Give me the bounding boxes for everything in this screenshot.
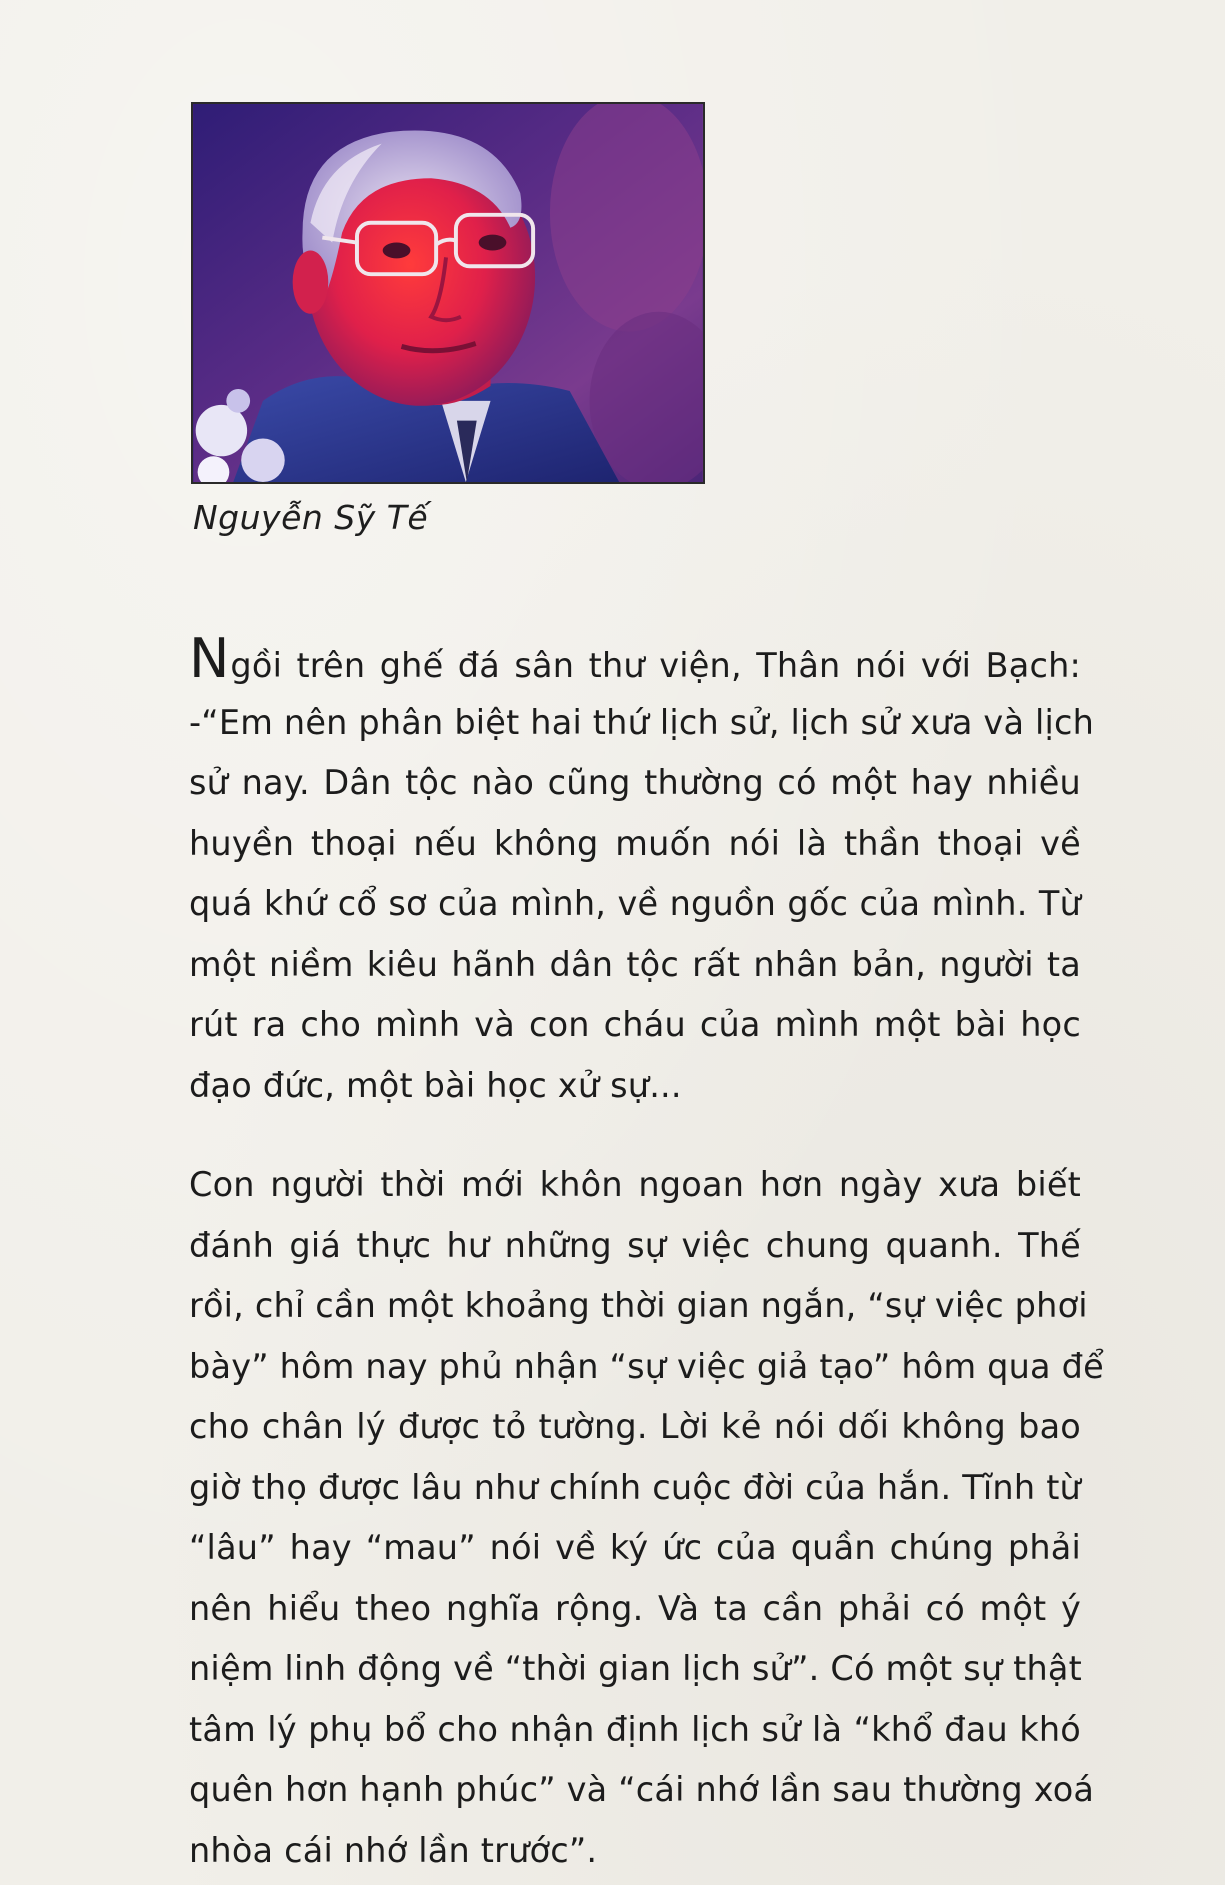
author-portrait-photo bbox=[191, 102, 705, 484]
text-line: rút ra cho mình và con cháu của mình một bài học bbox=[189, 1005, 1081, 1044]
text-line: huyền thoại nếu không muốn nói là thần thoại về bbox=[189, 823, 1081, 863]
text-line: một niềm kiêu hãnh dân tộc rất nhân bản, người ta bbox=[189, 944, 1081, 984]
text-line: rồi, chỉ cần một khoảng thời gian ngắn, “sự việc phơi bbox=[189, 1286, 1088, 1325]
text-line: Con người thời mới khôn ngoan hơn ngày xưa biết bbox=[189, 1165, 1081, 1204]
text-line: nên hiểu theo nghĩa rộng. Và ta cần phải có một ý bbox=[189, 1588, 1081, 1628]
text-line: -“Em nên phân biệt hai thứ lịch sử, lịch sử xưa và lịch bbox=[189, 702, 1095, 742]
text-line: sử nay. Dân tộc nào cũng thường có một hay nhiều bbox=[189, 763, 1081, 802]
text-line: đạo đức, một bài học xử sự... bbox=[189, 1065, 682, 1105]
text-line: giờ thọ được lâu như chính cuộc đời của hắn. Tĩnh từ bbox=[189, 1467, 1081, 1507]
text-line: tâm lý phụ bổ cho nhận định lịch sử là “khổ đau khó bbox=[189, 1709, 1081, 1749]
text-line: quá khứ cổ sơ của mình, về nguồn gốc của mình. Từ bbox=[189, 884, 1081, 923]
paragraph-1 bbox=[189, 627, 1095, 1116]
text-line: bày” hôm nay phủ nhận “sự việc giả tạo” hôm qua để bbox=[189, 1346, 1104, 1386]
paragraph-1-first-line bbox=[189, 627, 1081, 693]
drop-cap: N bbox=[189, 627, 230, 690]
text-line: niệm linh động về “thời gian lịch sử”. Có một sự thật bbox=[189, 1649, 1082, 1688]
first-line-text: gồi trên ghế đá sân thư viện, Thân nói với Bạch: bbox=[230, 646, 1081, 685]
text-line: quên hơn hạnh phúc” và “cái nhớ lần sau thường xoá bbox=[189, 1770, 1095, 1809]
paragraph-2 bbox=[189, 1155, 1104, 1881]
photo-caption: Nguyễn Sỹ Tế bbox=[193, 498, 429, 537]
text-line: cho chân lý được tỏ tường. Lời kẻ nói dối không bao bbox=[189, 1407, 1081, 1446]
text-line: đánh giá thực hư những sự việc chung quanh. Thế bbox=[189, 1225, 1081, 1265]
text-line: nhòa cái nhớ lần trước”. bbox=[189, 1830, 598, 1870]
text-line: “lâu” hay “mau” nói về ký ức của quần chúng phải bbox=[189, 1528, 1081, 1567]
portrait-photo-icon bbox=[193, 104, 703, 482]
